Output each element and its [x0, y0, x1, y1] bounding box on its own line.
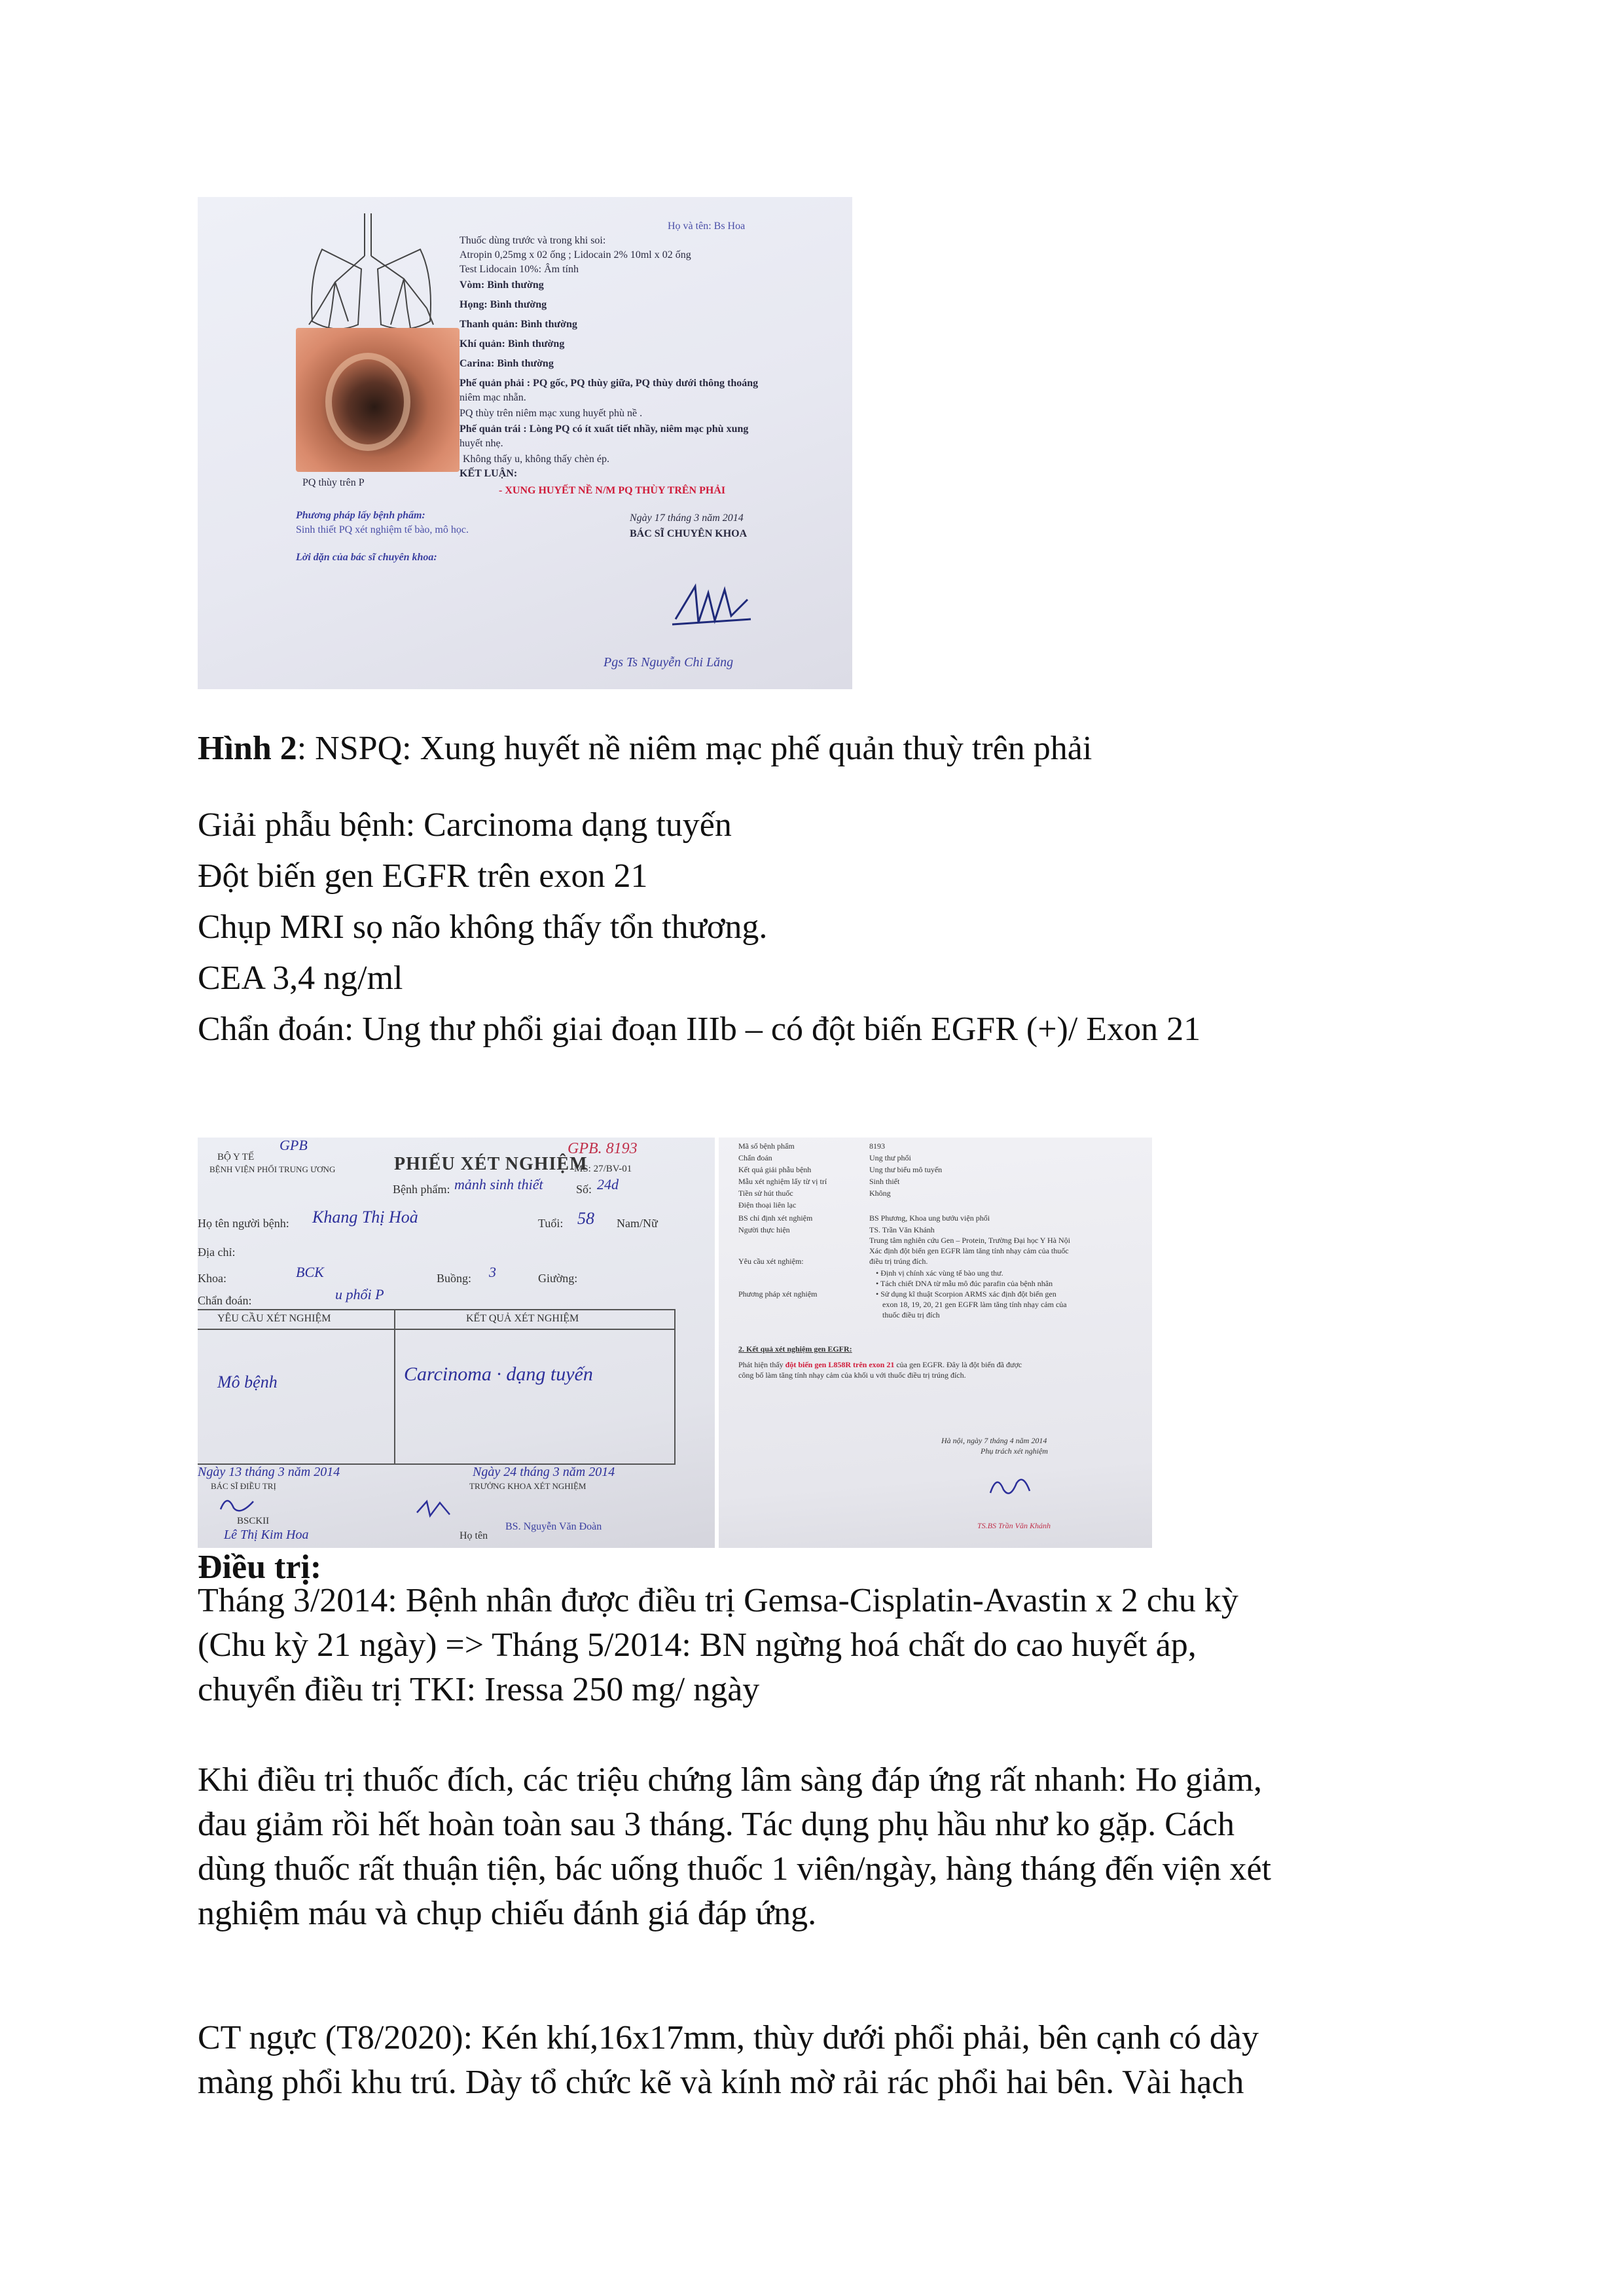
result-row-value: • Tách chiết DNA từ mẫu mô đúc parafin của bệnh nhân: [876, 1279, 1053, 1288]
head-role: TRƯỞNG KHOA XÉT NGHIỆM: [469, 1481, 586, 1491]
bronchoscopy-report-photo: [198, 197, 852, 689]
result-role: Phụ trách xét nghiệm: [981, 1446, 1048, 1456]
table-top-border: [198, 1309, 676, 1310]
result-row-value: Ung thư phổi: [869, 1153, 911, 1162]
ct-line: CT ngực (T8/2020): Kén khí,16x17mm, thùy dưới phổi phải, bên cạnh có dày: [198, 2019, 1259, 2056]
report-line: Họng: Bình thường: [460, 299, 547, 310]
dept-label: Khoa:: [198, 1272, 226, 1285]
conclusion-value: - XUNG HUYẾT NỀ N/M PQ THÙY TRÊN PHẢI: [499, 485, 726, 496]
sex-label: Nam/Nữ: [617, 1217, 658, 1230]
result-row-value: • Định vị chính xác vùng tế bào ung thư.: [876, 1268, 1003, 1278]
address-label: Địa chỉ:: [198, 1246, 236, 1259]
patient-label: Họ tên người bệnh:: [198, 1217, 289, 1230]
finding-line: Đột biến gen EGFR trên exon 21: [198, 857, 648, 895]
caption-label: Hình 2: [198, 730, 297, 767]
report-date: Ngày 17 tháng 3 năm 2014: [630, 512, 744, 524]
treatment-p2-line: dùng thuốc rất thuận tiện, bác uống thuốc 1 viên/ngày, hàng tháng đến viện xét: [198, 1850, 1271, 1888]
egfr-result-photo: [719, 1138, 1152, 1548]
form-code: MS: 27/BV-01: [574, 1164, 632, 1174]
degree: BSCKII: [237, 1516, 270, 1526]
section-title: 2. Kết quả xét nghiệm gen EGFR:: [738, 1344, 852, 1354]
report-line: Phế quản trái : Lòng PQ có ít xuất tiết nhầy, niêm mạc phù xung: [460, 423, 749, 435]
finding-line: CEA 3,4 ng/ml: [198, 960, 403, 997]
result-row-label: Người thực hiện: [738, 1225, 790, 1234]
ministry: BỘ Y TẾ: [217, 1152, 255, 1162]
gpb-stamp-right: GPB. 8193: [568, 1140, 638, 1157]
age-label: Tuổi:: [538, 1217, 564, 1230]
result-row-value: Ung thư biểu mô tuyến: [869, 1165, 943, 1174]
treatment-heading: Điều trị:: [198, 1549, 322, 1586]
request-value: Mô bệnh: [217, 1372, 278, 1391]
result-row-value: Không: [869, 1189, 891, 1198]
doctor-name: Họ và tên: Bs Hoa: [668, 221, 746, 232]
treatment-p2-line: nghiệm máu và chụp chiếu đánh giá đáp ứng.: [198, 1895, 817, 1932]
number-label: Số:: [576, 1183, 592, 1196]
dept-value: BCK: [296, 1264, 324, 1280]
fullname-label: Họ tên: [460, 1530, 488, 1541]
report-line: niêm mạc nhẵn.: [460, 392, 526, 403]
number-value: 24d: [597, 1176, 619, 1193]
result-row-value: thuốc điều trị đích: [882, 1310, 940, 1319]
report-line: Khí quản: Bình thường: [460, 338, 565, 350]
result-signer: TS.BS Trần Văn Khánh: [977, 1521, 1051, 1530]
result-row-label: BS chỉ định xét nghiệm: [738, 1213, 813, 1223]
doctor-name: Lê Thị Kim Hoa: [224, 1528, 309, 1542]
result-row-value: Xác định đột biến gen EGFR làm tăng tính nhạy cảm của thuốc: [869, 1246, 1069, 1255]
hospital: BỆNH VIỆN PHỔI TRUNG ƯƠNG: [209, 1164, 336, 1174]
gpb-stamp-left: GPB: [280, 1138, 308, 1153]
result-suffix: của gen EGFR. Đây là đột biến đã được: [896, 1360, 1022, 1369]
result-signature: [984, 1470, 1036, 1503]
specimen-value: mảnh sinh thiết: [454, 1176, 543, 1193]
result-row-value: điều trị trúng đích.: [869, 1257, 928, 1266]
finding-line: Chụp MRI sọ não không thấy tổn thương.: [198, 908, 768, 946]
result-header: KẾT QUẢ XÉT NGHIỆM: [466, 1313, 579, 1324]
ct-line: màng phổi khu trú. Dày tổ chức kẽ và kính mờ rải rác phổi hai bên. Vài hạch: [198, 2064, 1244, 2101]
room-value: 3: [489, 1264, 496, 1280]
advice-label: Lời dặn của bác sĩ chuyên khoa:: [296, 552, 437, 563]
method-label: Phương pháp lấy bệnh phẩm:: [296, 510, 425, 521]
report-line: Carina: Bình thường: [460, 358, 554, 369]
image-label: PQ thùy trên P: [302, 477, 365, 488]
treatment-p2-line: Khi điều trị thuốc đích, các triệu chứng lâm sàng đáp ứng rất nhanh: Ho giảm,: [198, 1761, 1263, 1799]
result-line2: công bố làm tăng tính nhạy cảm của khối u với thuốc điều trị trúng đích.: [738, 1371, 966, 1380]
result-row-value: exon 18, 19, 20, 21 gen EGFR làm tăng tính nhạy cảm của: [882, 1300, 1067, 1309]
age-value: 58: [577, 1209, 594, 1228]
method-value: Sinh thiết PQ xét nghiệm tế bào, mô học.: [296, 524, 469, 535]
head-signature: [414, 1496, 453, 1522]
patient-value: Khang Thị Hoà: [312, 1208, 418, 1227]
signature-scribble: [669, 573, 754, 632]
result-row-label: Kết quả giải phẫu bệnh: [738, 1165, 812, 1174]
treatment-p1-line: Tháng 3/2014: Bệnh nhân được điều trị Gemsa-Cisplatin-Avastin x 2 chu kỳ: [198, 1582, 1238, 1619]
conclusion-label: KẾT LUẬN:: [460, 468, 518, 479]
report-line: Atropin 0,25mg x 02 ống ; Lidocain 2% 10ml x 02 ống: [460, 249, 691, 260]
result-row-label: Phương pháp xét nghiệm: [738, 1289, 818, 1299]
date-left: Ngày 13 tháng 3 năm 2014: [198, 1465, 340, 1479]
result-row-value: BS Phương, Khoa ung bướu viện phổi: [869, 1213, 990, 1223]
result-row-label: Chẩn đoán: [738, 1153, 772, 1162]
result-row-label: Tiền sử hút thuốc: [738, 1189, 793, 1198]
report-line: Thanh quản: Bình thường: [460, 319, 577, 330]
diag-value: u phổi P: [335, 1286, 384, 1302]
report-line: Không thấy u, không thấy chèn ép.: [463, 454, 609, 465]
finding-line: Chẩn đoán: Ung thư phổi giai đoạn IIIb – có đột biến EGFR (+)/ Exon 21: [198, 1011, 1201, 1048]
bed-label: Giường:: [538, 1272, 578, 1285]
result-row-label: Điện thoại liên lạc: [738, 1200, 797, 1210]
table-header-border: [198, 1329, 676, 1330]
report-line: Vòm: Bình thường: [460, 279, 544, 291]
caption-text: : NSPQ: Xung huyết nề niêm mạc phế quản thuỳ trên phải: [297, 730, 1092, 767]
report-line: PQ thùy trên niêm mạc xung huyết phù nề .: [460, 408, 643, 419]
result-row-value: Sinh thiết: [869, 1177, 900, 1186]
result-row-value: • Sử dụng kĩ thuật Scorpion ARMS xác định đột biến gen: [876, 1289, 1056, 1299]
result-prefix: Phát hiện thấy: [738, 1360, 784, 1369]
table-right-border: [674, 1309, 676, 1463]
date-right: Ngày 24 tháng 3 năm 2014: [473, 1465, 615, 1479]
head-name: BS. Nguyễn Văn Đoàn: [505, 1521, 602, 1532]
report-signer: Pgs Ts Nguyễn Chi Lăng: [604, 655, 734, 670]
report-line: Thuốc dùng trước và trong khi soi:: [460, 235, 606, 246]
pathology-slip-photo: [198, 1138, 715, 1548]
result-row-label: Yêu cầu xét nghiệm:: [738, 1257, 804, 1266]
report-line: Test Lidocain 10%: Âm tính: [460, 264, 579, 275]
report-line: Phế quản phải : PQ gốc, PQ thùy giữa, PQ thùy dưới thông thoáng: [460, 378, 759, 389]
endoscopy-lumen: [325, 353, 410, 451]
bronchial-tree-diagram: [296, 210, 446, 341]
request-header: YÊU CẦU XÉT NGHIỆM: [217, 1313, 331, 1324]
doctor-signature: [217, 1490, 257, 1516]
slip-title: PHIẾU XÉT NGHIỆM: [394, 1154, 588, 1174]
diag-label: Chẩn đoán:: [198, 1294, 252, 1307]
result-row-value: Trung tâm nghiên cứu Gen – Protein, Trường Đại học Y Hà Nội: [869, 1236, 1071, 1245]
result-value: Carcinoma · dạng tuyến: [404, 1363, 593, 1385]
report-line: huyết nhẹ.: [460, 438, 503, 449]
treatment-p2-line: đau giảm rồi hết hoàn toàn sau 3 tháng. Tác dụng phụ hầu như ko gặp. Cách: [198, 1806, 1235, 1843]
doctor-role: BÁC SĨ ĐIỀU TRỊ: [211, 1481, 276, 1491]
report-role: BÁC SĨ CHUYÊN KHOA: [630, 528, 748, 539]
result-date: Hà nội, ngày 7 tháng 4 năm 2014: [941, 1436, 1047, 1445]
specimen-label: Bệnh phẩm:: [393, 1183, 450, 1196]
table-divider: [394, 1309, 395, 1463]
finding-line: Giải phẫu bệnh: Carcinoma dạng tuyến: [198, 806, 732, 844]
treatment-p1-line: chuyển điều trị TKI: Iressa 250 mg/ ngày: [198, 1671, 760, 1708]
result-row-label: Mã số bệnh phẩm: [738, 1141, 795, 1151]
result-row-value: TS. Trần Văn Khánh: [869, 1225, 935, 1234]
room-label: Buồng:: [437, 1272, 472, 1285]
result-highlight: đột biến gen L858R trên exon 21: [785, 1360, 895, 1369]
figure-caption: [198, 723, 1092, 774]
treatment-p1-line: (Chu kỳ 21 ngày) => Tháng 5/2014: BN ngừng hoá chất do cao huyết áp,: [198, 1626, 1197, 1664]
result-row-value: 8193: [869, 1141, 885, 1151]
result-row-label: Mẫu xét nghiệm lấy từ vị trí: [738, 1177, 827, 1186]
result-sentence: [738, 1360, 1022, 1369]
